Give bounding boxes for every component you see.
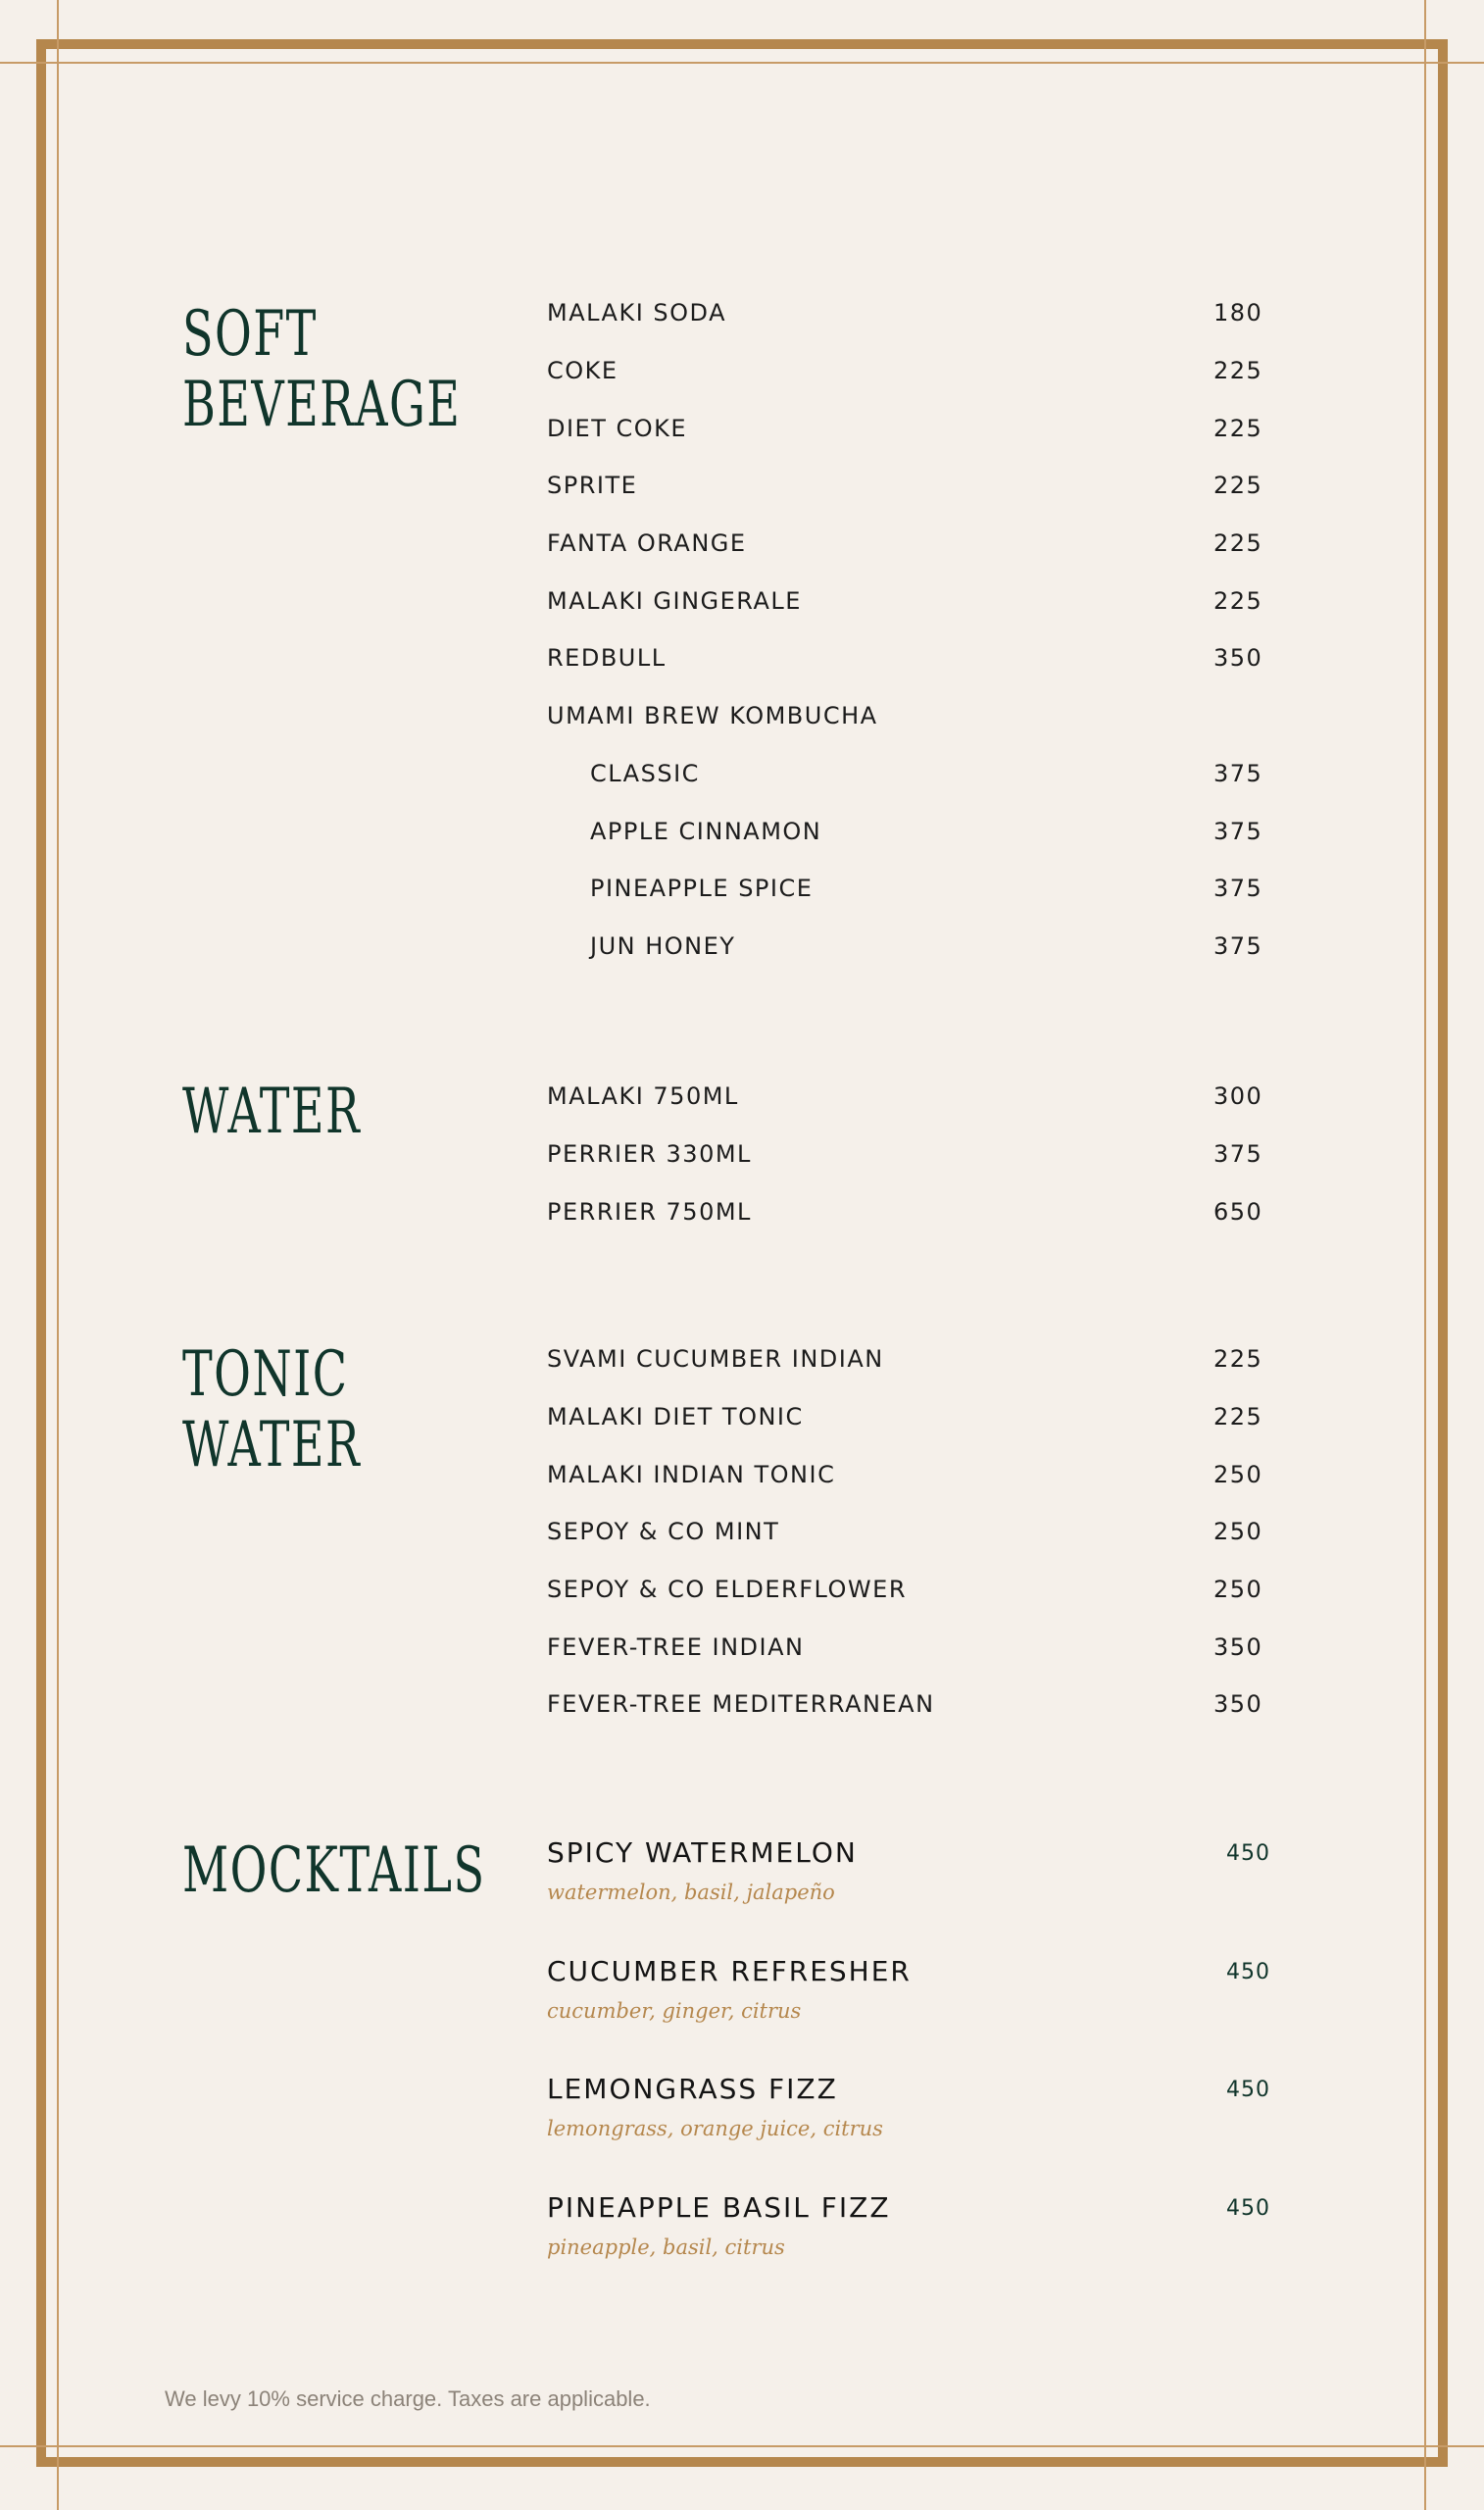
menu-item	[547, 1126, 1272, 1183]
menu-item	[547, 1618, 1272, 1676]
item-name: CLASSIC	[590, 759, 700, 787]
item-name: MALAKI GINGERALE	[547, 586, 802, 615]
menu-item	[547, 1388, 1272, 1446]
item-price: 350	[1213, 1690, 1263, 1719]
menu-item	[547, 399, 1272, 457]
menu-item	[547, 515, 1272, 573]
item-name: MALAKI DIET TONIC	[547, 1403, 804, 1431]
item-price: 375	[1213, 875, 1263, 903]
water-list	[547, 1068, 1272, 1240]
item-price: 225	[1213, 414, 1263, 442]
mocktail-name: SPICY WATERMELON	[547, 1836, 858, 1869]
menu-item	[547, 1561, 1272, 1619]
frame-line-left	[57, 0, 59, 2510]
menu-sub-item	[547, 860, 1272, 918]
item-name: SPRITE	[547, 472, 638, 500]
menu-item	[547, 1182, 1272, 1240]
item-price: 350	[1213, 644, 1263, 673]
section-title-soft-beverage: SOFT BEVERAGE	[182, 298, 462, 441]
service-charge-note: We levy 10% service charge. Taxes are applicable.	[165, 2386, 651, 2411]
item-name: FANTA ORANGE	[547, 529, 747, 558]
menu-item	[547, 457, 1272, 515]
menu-item	[547, 1445, 1272, 1503]
menu-item	[547, 1503, 1272, 1561]
mocktail-name: LEMONGRASS FIZZ	[547, 2073, 838, 2106]
item-name: MALAKI INDIAN TONIC	[547, 1460, 836, 1488]
mocktail-ingredients: lemongrass, orange juice, citrus	[547, 2117, 883, 2141]
mocktail-price: 450	[1226, 1841, 1270, 1866]
item-name: PERRIER 330ML	[547, 1140, 752, 1169]
frame-line-right	[1424, 0, 1426, 2510]
mocktails-list	[547, 1835, 1272, 2309]
tonic-water-list	[547, 1330, 1272, 1733]
frame-line-top	[0, 62, 1484, 64]
item-price: 650	[1213, 1197, 1263, 1226]
menu-sub-item	[547, 745, 1272, 803]
mocktail-item	[547, 2190, 1272, 2309]
item-name: APPLE CINNAMON	[590, 817, 822, 845]
item-price: 180	[1213, 299, 1263, 327]
mocktail-item	[547, 2072, 1272, 2190]
item-price: 225	[1213, 529, 1263, 558]
item-name: REDBULL	[547, 644, 667, 673]
item-name: MALAKI SODA	[547, 299, 727, 327]
item-price: 225	[1213, 472, 1263, 500]
mocktail-ingredients: cucumber, ginger, citrus	[547, 1998, 802, 2023]
item-name: DIET COKE	[547, 414, 688, 442]
mocktail-item	[547, 1835, 1272, 1954]
menu-sub-item	[547, 918, 1272, 976]
mocktail-price: 450	[1226, 1959, 1270, 1984]
section-title-mocktails: MOCKTAILS	[182, 1834, 486, 1907]
menu-item-group-header	[547, 687, 1272, 745]
item-name: COKE	[547, 357, 618, 385]
mocktail-item	[547, 1954, 1272, 2073]
item-name: SEPOY & CO MINT	[547, 1518, 780, 1546]
item-price: 250	[1213, 1576, 1263, 1604]
item-price: 225	[1213, 1403, 1263, 1431]
mocktail-price: 450	[1226, 2196, 1270, 2222]
mocktail-ingredients: watermelon, basil, jalapeño	[547, 1881, 835, 1904]
mocktail-ingredients: pineapple, basil, citrus	[547, 2235, 785, 2260]
item-name: PERRIER 750ML	[547, 1197, 752, 1226]
item-price: 375	[1213, 931, 1263, 960]
section-title-water: WATER	[182, 1076, 362, 1148]
item-price: 375	[1213, 759, 1263, 787]
item-price: 225	[1213, 586, 1263, 615]
menu-item	[547, 1330, 1272, 1388]
menu-item	[547, 284, 1272, 342]
item-name: UMAMI BREW KOMBUCHA	[547, 702, 878, 730]
item-price: 300	[1213, 1082, 1263, 1111]
mocktail-price: 450	[1226, 2078, 1270, 2103]
item-name: PINEAPPLE SPICE	[590, 875, 814, 903]
menu-item	[547, 1676, 1272, 1733]
item-price: 350	[1213, 1632, 1263, 1661]
item-price: 250	[1213, 1518, 1263, 1546]
item-price: 225	[1213, 357, 1263, 385]
menu-item	[547, 572, 1272, 629]
mocktail-name: PINEAPPLE BASIL FIZZ	[547, 2191, 891, 2225]
item-price: 375	[1213, 1140, 1263, 1169]
item-name: MALAKI 750ML	[547, 1082, 739, 1111]
soft-beverage-list	[547, 284, 1272, 975]
item-name: SVAMI CUCUMBER INDIAN	[547, 1345, 884, 1374]
item-price: 250	[1213, 1460, 1263, 1488]
mocktail-name: CUCUMBER REFRESHER	[547, 1954, 912, 1987]
item-price: 375	[1213, 817, 1263, 845]
item-name: FEVER-TREE MEDITERRANEAN	[547, 1690, 935, 1719]
item-price: 225	[1213, 1345, 1263, 1374]
frame-line-bottom	[0, 2445, 1484, 2447]
item-name: JUN HONEY	[590, 931, 736, 960]
menu-item	[547, 1068, 1272, 1126]
section-title-tonic-water: TONIC WATER	[182, 1338, 362, 1481]
menu-item	[547, 629, 1272, 687]
item-name: SEPOY & CO ELDERFLOWER	[547, 1576, 907, 1604]
item-name: FEVER-TREE INDIAN	[547, 1632, 805, 1661]
menu-item	[547, 342, 1272, 400]
menu-sub-item	[547, 802, 1272, 860]
